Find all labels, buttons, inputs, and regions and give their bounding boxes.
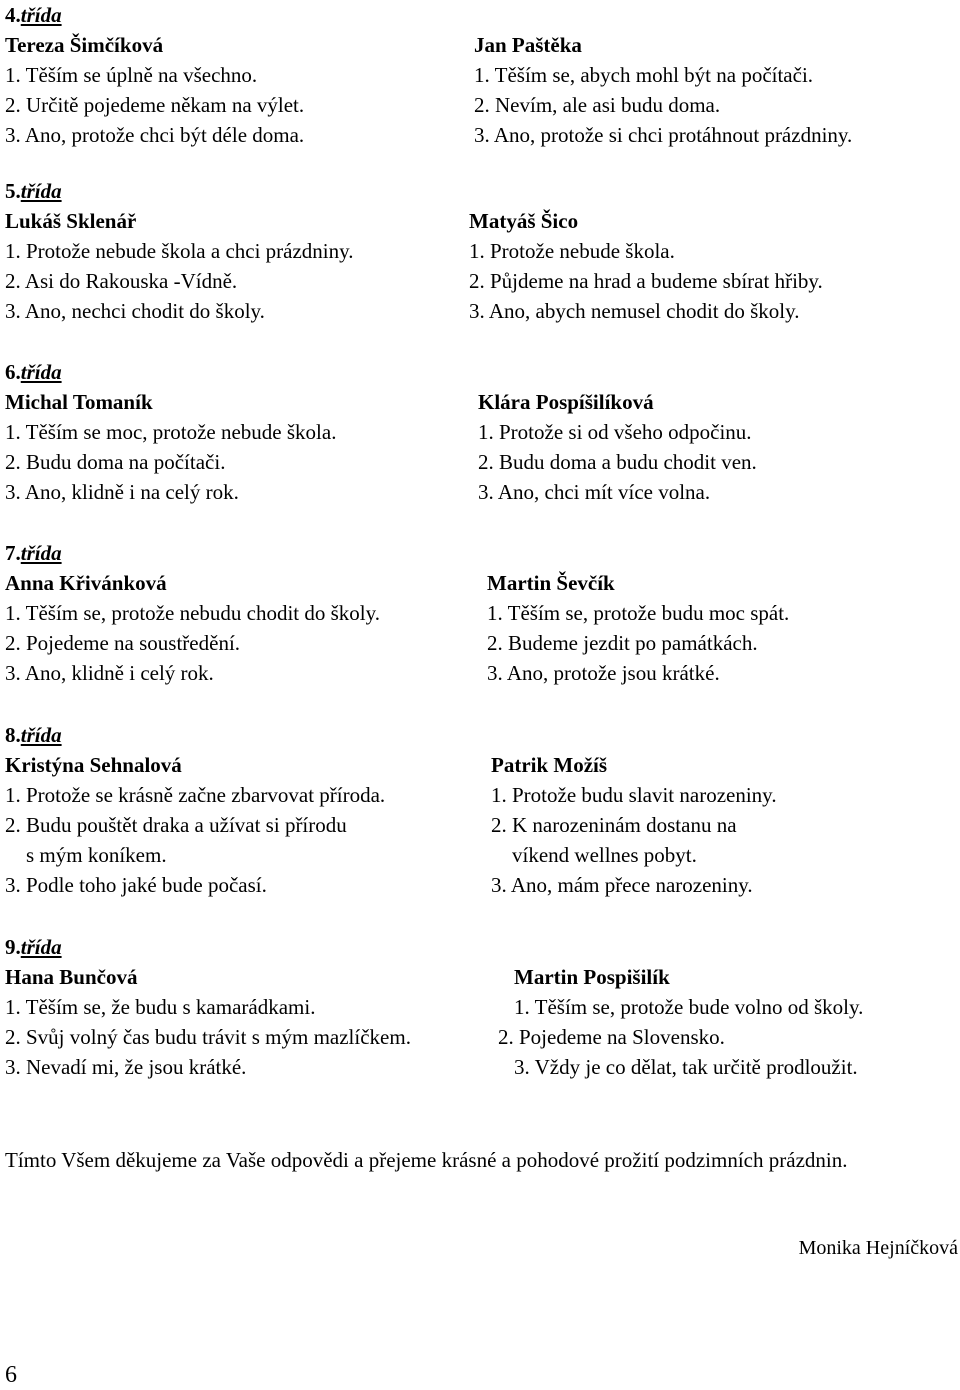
answer-2: 2. Pojedeme na soustředění.: [5, 631, 241, 655]
answer-3: 3. Ano, klidně i celý rok.: [5, 661, 214, 685]
answer-2: 2. K narozeninám dostanu na: [491, 813, 737, 837]
student-name: Tereza Šimčíková: [5, 33, 164, 57]
answer-2: 2. Půjdeme na hrad a budeme sbírat hřiby.: [469, 269, 823, 293]
answer-1: 1. Protože nebude škola.: [469, 239, 675, 263]
answer-2: 2. Budu doma na počítači.: [5, 450, 226, 474]
answer-1: 1. Protože budu slavit narozeniny.: [491, 783, 777, 807]
closing-paragraph: Tímto Všem děkujeme za Vaše odpovědi a přejeme krásné a pohodové prožití podzimních prázdnin.: [5, 1148, 848, 1172]
student-left: [5, 750, 385, 900]
answer-1: 1. Protože nebude škola a chci prázdniny.: [5, 239, 354, 263]
answer-2: 2. Nevím, ale asi budu doma.: [474, 93, 721, 117]
answer-2-continued: víkend wellnes pobyt.: [491, 843, 697, 867]
section-heading: 8.třída: [5, 723, 62, 747]
student-name: Matyáš Šico: [469, 209, 579, 233]
answer-3: 3. Ano, mám přece narozeniny.: [491, 873, 753, 897]
answer-3: 3. Ano, protože jsou krátké.: [487, 661, 720, 685]
student-name: Patrik Možíš: [491, 753, 608, 777]
answer-1: 1. Protože se krásně začne zbarvovat příroda.: [5, 783, 386, 807]
section-heading: 4.třída: [5, 3, 62, 27]
student-name: Martin Ševčík: [487, 571, 615, 595]
answer-1: 1. Těším se, protože bude volno od školy.: [514, 995, 864, 1019]
answer-2: 2. Určitě pojedeme někam na výlet.: [5, 93, 305, 117]
student-left: [5, 206, 354, 326]
answer-1: 1. Těším se, abych mohl být na počítači.: [474, 63, 814, 87]
student-left: [5, 30, 304, 150]
student-left: [5, 962, 411, 1082]
answer-2-continued: s mým koníkem.: [5, 843, 167, 867]
section-heading: 7.třída: [5, 541, 62, 565]
answer-2: 2. Budeme jezdit po památkách.: [487, 631, 758, 655]
answer-3: 3. Nevadí mi, že jsou krátké.: [5, 1055, 247, 1079]
answer-3: 3. Ano, klidně i na celý rok.: [5, 480, 239, 504]
section-heading: 9.třída: [5, 935, 62, 959]
student-right: [487, 568, 789, 688]
answer-3: 3. Ano, protože chci být déle doma.: [5, 123, 305, 147]
student-name: Hana Bunčová: [5, 965, 138, 989]
answer-1: 1. Těším se, že budu s kamarádkami.: [5, 995, 316, 1019]
student-right: [498, 962, 864, 1082]
student-right: [469, 206, 823, 326]
student-left: [5, 568, 380, 688]
student-right: [491, 750, 777, 900]
answer-3: 3. Ano, protože si chci protáhnout prázdniny.: [474, 123, 853, 147]
student-name: Lukáš Sklenář: [5, 209, 137, 233]
answer-3: 3. Ano, abych nemusel chodit do školy.: [469, 299, 800, 323]
answer-2: 2. Budu doma a budu chodit ven.: [478, 450, 757, 474]
answer-3: 3. Podle toho jaké bude počasí.: [5, 873, 267, 897]
answer-1: 1. Těším se úplně na všechno.: [5, 63, 258, 87]
answer-3: 3. Vždy je co dělat, tak určitě prodloužit.: [514, 1055, 858, 1079]
page-number: 6: [5, 1362, 17, 1388]
signature: Monika Hejníčková: [798, 1237, 958, 1259]
student-right: [478, 387, 757, 507]
student-left: [5, 387, 336, 507]
answer-2: 2. Asi do Rakouska -Vídně.: [5, 269, 238, 293]
answer-1: 1. Těším se, protože budu moc spát.: [487, 601, 790, 625]
answer-2: 2. Pojedeme na Slovensko.: [498, 1025, 725, 1049]
answer-3: 3. Ano, nechci chodit do školy.: [5, 299, 265, 323]
student-name: Jan Paštěka: [474, 33, 582, 57]
section-heading: 5.třída: [5, 179, 62, 203]
student-name: Anna Křivánková: [5, 571, 167, 595]
student-name: Kristýna Sehnalová: [5, 753, 182, 777]
student-right: [474, 30, 852, 150]
answer-2: 2. Svůj volný čas budu trávit s mým mazlíčkem.: [5, 1025, 411, 1049]
answer-2: 2. Budu pouštět draka a užívat si přírodu: [5, 813, 347, 837]
answer-1: 1. Těším se, protože nebudu chodit do školy.: [5, 601, 381, 625]
section-heading: 6.třída: [5, 360, 62, 384]
student-name: Martin Pospišilík: [514, 965, 670, 989]
answer-1: 1. Protože si od všeho odpočinu.: [478, 420, 752, 444]
answer-1: 1. Těším se moc, protože nebude škola.: [5, 420, 337, 444]
student-name: Michal Tomaník: [5, 390, 153, 414]
answer-3: 3. Ano, chci mít více volna.: [478, 480, 711, 504]
student-name: Klára Pospíšilíková: [478, 390, 654, 414]
